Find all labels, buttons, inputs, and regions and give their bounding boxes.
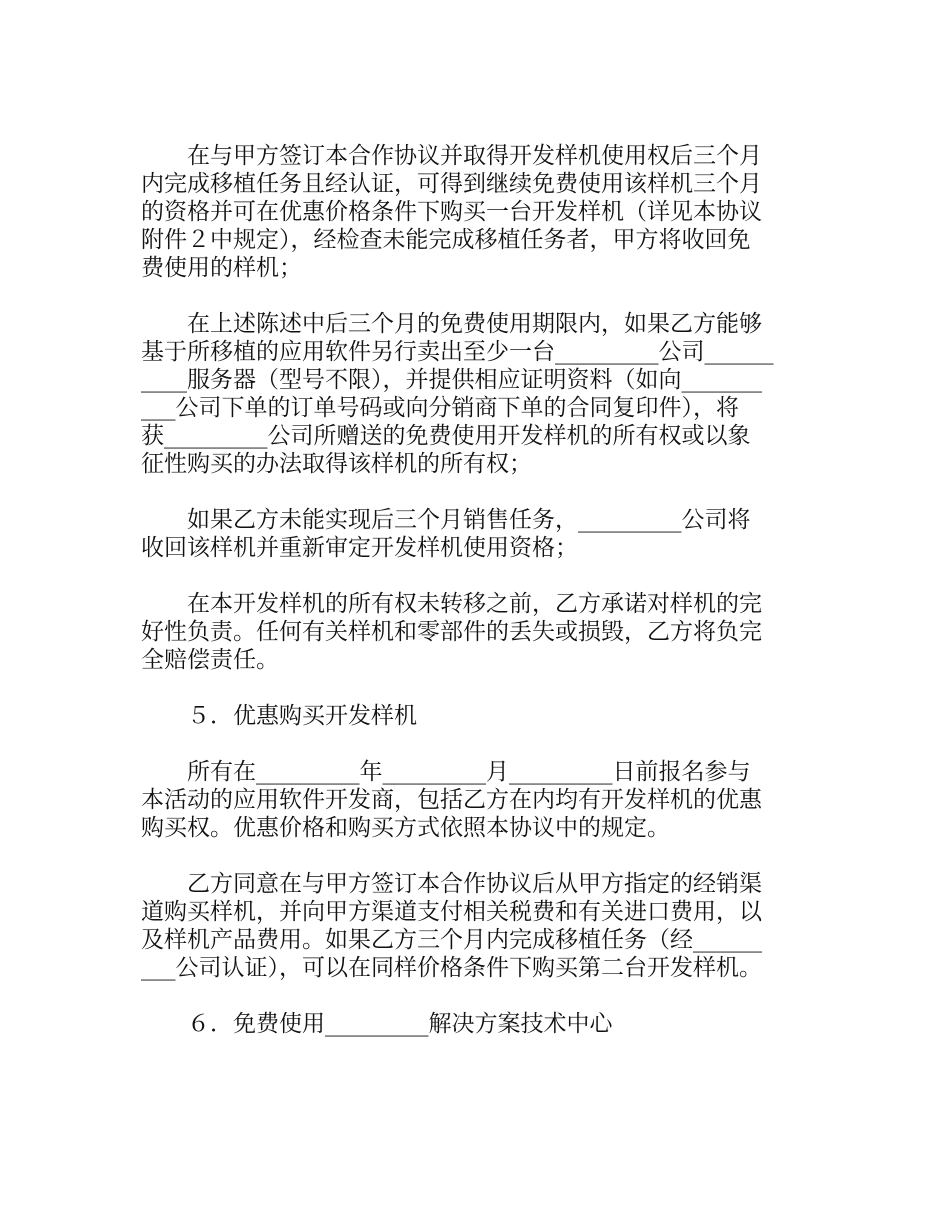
- paragraph-ownership-transfer: [141, 310, 811, 478]
- section-heading-5: [141, 702, 811, 730]
- text-line: 在与甲方签订本合作协议并取得开发样机使用权后三个月: [141, 143, 762, 169]
- text-line: 获_________公司所赠送的免费使用开发样机的所有权或以象: [141, 423, 751, 449]
- text-line: 在本开发样机的所有权未转移之前，乙方承诺对样机的完: [141, 591, 762, 617]
- text-line: 费使用的样机；: [141, 255, 302, 281]
- paragraph-sample-machine-usage: [141, 142, 811, 282]
- section-heading-6: [141, 1010, 811, 1038]
- text-line: ___公司下单的订单号码或向分销商下单的合同复印件），将: [141, 395, 739, 421]
- text-line: 好性负责。任何有关样机和零部件的丢失或损毁，乙方将负完: [141, 619, 762, 645]
- text-line: 基于所移植的应用软件另行卖出至少一台_________公司______: [141, 339, 774, 365]
- text-line: 附件２中规定），经检查未能完成移植任务者，甲方将收回免: [141, 227, 751, 253]
- text-line: 内完成移植任务且经认证，可得到继续免费使用该样机三个月: [141, 171, 762, 197]
- text-line: ___公司认证），可以在同样价格条件下购买第二台开发样机。: [141, 955, 762, 981]
- text-line: ____服务器（型号不限），并提供相应证明资料（如向_______: [141, 367, 762, 393]
- paragraph-purchase-rights: [141, 758, 811, 842]
- text-line: 乙方同意在与甲方签订本合作协议后从甲方指定的经销渠: [141, 871, 762, 897]
- text-line: 购买权。优惠价格和购买方式依照本协议中的规定。: [141, 815, 670, 841]
- text-line: 所有在_________年_________月_________日前报名参与: [141, 759, 751, 785]
- text-line: 收回该样机并重新审定开发样机使用资格；: [141, 535, 578, 561]
- text-line: 及样机产品费用。如果乙方三个月内完成移植任务（经______: [141, 927, 762, 953]
- text-line: 道购买样机，并向甲方渠道支付相关税费和有关进口费用，以: [141, 899, 762, 925]
- text-line: 征性购买的办法取得该样机的所有权；: [141, 451, 532, 477]
- paragraph-liability: [141, 590, 811, 674]
- paragraph-purchase-channel: [141, 870, 811, 982]
- heading-line: ６．免费使用_________解决方案技术中心: [141, 1011, 613, 1037]
- heading-line: ５．优惠购买开发样机: [141, 703, 417, 729]
- document-page: [141, 142, 811, 1066]
- text-line: 本活动的应用软件开发商，包括乙方在内均有开发样机的优惠: [141, 787, 762, 813]
- text-line: 如果乙方未能实现后三个月销售任务，_________公司将: [141, 507, 751, 533]
- text-line: 在上述陈述中后三个月的免费使用期限内，如果乙方能够: [141, 311, 762, 337]
- text-line: 全赔偿责任。: [141, 647, 279, 673]
- text-line: 的资格并可在优惠价格条件下购买一台开发样机（详见本协议: [141, 199, 762, 225]
- paragraph-sales-failure: [141, 506, 811, 562]
